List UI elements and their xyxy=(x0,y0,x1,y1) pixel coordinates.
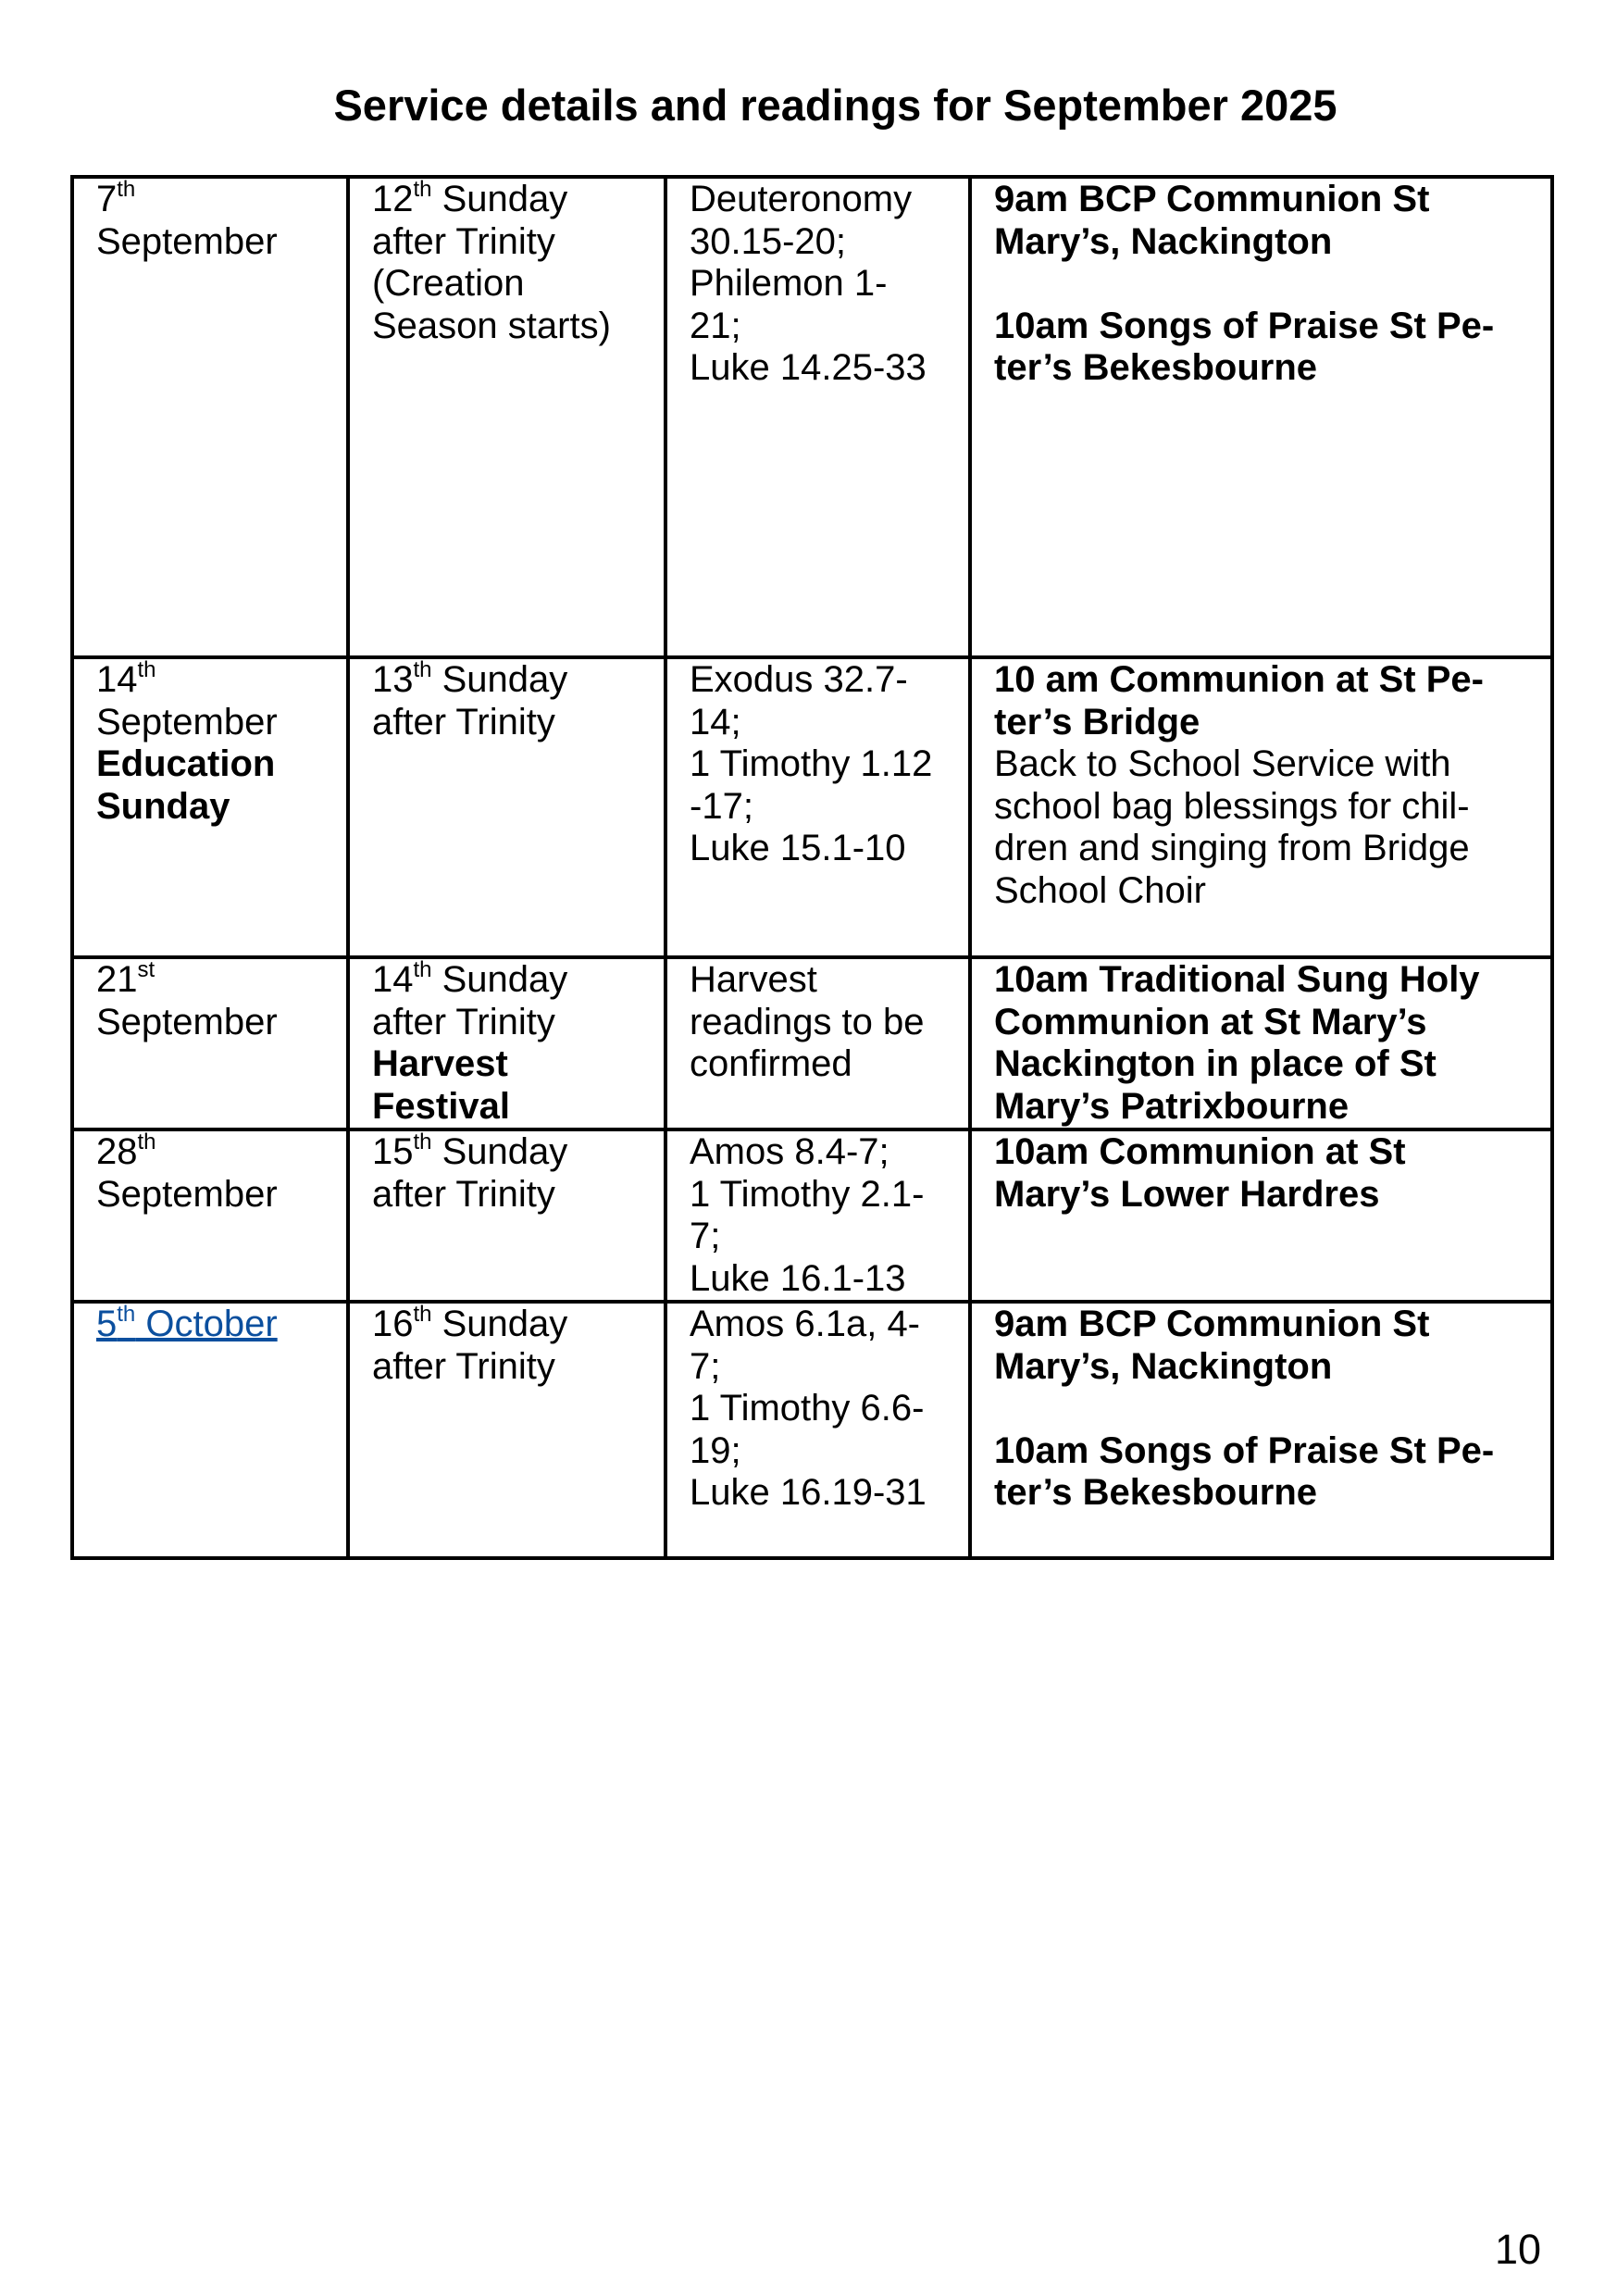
service-line: Communion at St Mary’s xyxy=(994,1001,1427,1042)
service-cell xyxy=(970,657,1552,957)
date-day: 28th xyxy=(96,1129,156,1172)
reading-line: Amos 8.4-7; xyxy=(690,1131,889,1172)
readings-cell xyxy=(665,1302,970,1558)
sunday-title: 15th Sunday xyxy=(372,1129,568,1172)
reading-line: Luke 14.25-33 xyxy=(690,347,927,388)
reading-line: confirmed xyxy=(690,1043,852,1084)
sunday-cell xyxy=(348,657,665,957)
reading-line: Philemon 1- xyxy=(690,263,888,304)
sunday-cell xyxy=(348,957,665,1129)
sunday-line: after Trinity xyxy=(372,220,555,262)
date-suffix: th xyxy=(117,177,136,202)
sunday-title: 14th Sunday xyxy=(372,957,568,1000)
table-row xyxy=(72,1302,1552,1558)
sunday-suffix: th xyxy=(413,177,432,202)
service-cell xyxy=(970,1129,1552,1302)
sunday-occasion: Harvest Festival xyxy=(372,1043,510,1127)
table-row xyxy=(72,957,1552,1129)
service-line: Mary’s Patrixbourne xyxy=(994,1085,1350,1127)
reading-line: Luke 16.19-31 xyxy=(690,1472,927,1513)
readings-cell xyxy=(665,657,970,957)
date-suffix: th xyxy=(137,657,156,682)
date-suffix: st xyxy=(137,957,155,982)
service-line: 10am Traditional Sung Holy xyxy=(994,959,1480,1000)
reading-line: 14; xyxy=(690,701,741,742)
page-number: 10 xyxy=(1494,2226,1541,2273)
sunday-line: after Trinity xyxy=(372,1345,555,1387)
reading-line: 21; xyxy=(690,305,741,346)
service-line: ter’s Bekesbourne xyxy=(994,347,1318,388)
date-cell xyxy=(72,957,348,1129)
spacer xyxy=(994,1388,1541,1430)
sunday-cell xyxy=(348,1302,665,1558)
table-row xyxy=(72,177,1552,657)
service-line: 10 am Communion at St Pe- xyxy=(994,659,1484,700)
date-month: September xyxy=(96,220,278,262)
reading-line: 1 Timothy 6.6- xyxy=(690,1388,925,1429)
date-month: September xyxy=(96,1001,278,1042)
service-cell xyxy=(970,1302,1552,1558)
date-day: 7th xyxy=(96,177,136,219)
page-title: Service details and readings for September 2025 xyxy=(333,81,1337,130)
service-line: Mary’s, Nackington xyxy=(994,220,1333,262)
sunday-title: 13th Sunday xyxy=(372,657,568,700)
service-line: 10am Songs of Praise St Pe- xyxy=(994,305,1495,346)
reading-line: 7; xyxy=(690,1345,721,1387)
next-month-link[interactable]: 5th October xyxy=(96,1302,278,1344)
reading-line: Luke 16.1-13 xyxy=(690,1257,906,1299)
service-note: School Choir xyxy=(994,869,1207,911)
date-cell xyxy=(72,657,348,957)
reading-line: Harvest xyxy=(690,959,817,1000)
service-cell xyxy=(970,177,1552,657)
services-table xyxy=(70,175,1554,1560)
date-month: September xyxy=(96,1173,278,1215)
service-cell xyxy=(970,957,1552,1129)
sunday-suffix: th xyxy=(413,1129,432,1154)
spacer xyxy=(994,263,1541,306)
readings-cell xyxy=(665,177,970,657)
date-occasion: Education Sunday xyxy=(96,743,276,827)
date-suffix: th xyxy=(137,1129,156,1154)
reading-line: 1 Timothy 2.1- xyxy=(690,1173,925,1215)
reading-line: 19; xyxy=(690,1429,741,1471)
service-line: 9am BCP Communion St xyxy=(994,1304,1430,1344)
date-cell xyxy=(72,1129,348,1302)
sunday-title: 16th Sunday xyxy=(372,1302,568,1344)
sunday-suffix: th xyxy=(413,1302,432,1327)
service-line: ter’s Bekesbourne xyxy=(994,1472,1318,1513)
reading-line: Luke 15.1-10 xyxy=(690,828,906,868)
service-line: ter’s Bridge xyxy=(994,701,1200,742)
sunday-line: after Trinity xyxy=(372,1001,555,1042)
sunday-line: after Trinity xyxy=(372,1173,555,1215)
table-row xyxy=(72,657,1552,957)
date-month: September xyxy=(96,701,278,742)
reading-line: readings to be xyxy=(690,1001,925,1042)
service-line: 10am Songs of Praise St Pe- xyxy=(994,1429,1495,1471)
reading-line: Exodus 32.7- xyxy=(690,659,908,700)
reading-line: Amos 6.1a, 4- xyxy=(690,1304,921,1344)
sunday-line: after Trinity xyxy=(372,701,555,742)
reading-line: Deuteronomy xyxy=(690,179,913,219)
service-line: Mary’s, Nackington xyxy=(994,1345,1333,1387)
reading-line: -17; xyxy=(690,785,753,827)
sunday-cell xyxy=(348,177,665,657)
sunday-title: 12th Sunday xyxy=(372,177,568,219)
sunday-suffix: th xyxy=(413,957,432,982)
sunday-suffix: th xyxy=(413,657,432,682)
service-line: Nackington in place of St xyxy=(994,1043,1437,1084)
service-note: school bag blessings for chil- xyxy=(994,785,1470,827)
sunday-line: (Creation xyxy=(372,263,525,304)
reading-line: 1 Timothy 1.12 xyxy=(690,743,933,784)
reading-line: 7; xyxy=(690,1216,721,1256)
readings-cell xyxy=(665,957,970,1129)
date-day: 21st xyxy=(96,957,155,1000)
service-note: Back to School Service with xyxy=(994,743,1451,784)
service-line: 9am BCP Communion St xyxy=(994,179,1430,219)
sunday-line: Season starts) xyxy=(372,305,611,346)
reading-line: 30.15-20; xyxy=(690,220,847,262)
service-line: 10am Communion at St xyxy=(994,1131,1406,1172)
date-cell xyxy=(72,177,348,657)
date-cell xyxy=(72,1302,348,1558)
date-suffix: th xyxy=(117,1302,136,1327)
table-row xyxy=(72,1129,1552,1302)
service-note: dren and singing from Bridge xyxy=(994,828,1470,868)
date-day: 14th xyxy=(96,657,156,700)
readings-cell xyxy=(665,1129,970,1302)
service-line: Mary’s Lower Hardres xyxy=(994,1173,1380,1215)
sunday-cell xyxy=(348,1129,665,1302)
